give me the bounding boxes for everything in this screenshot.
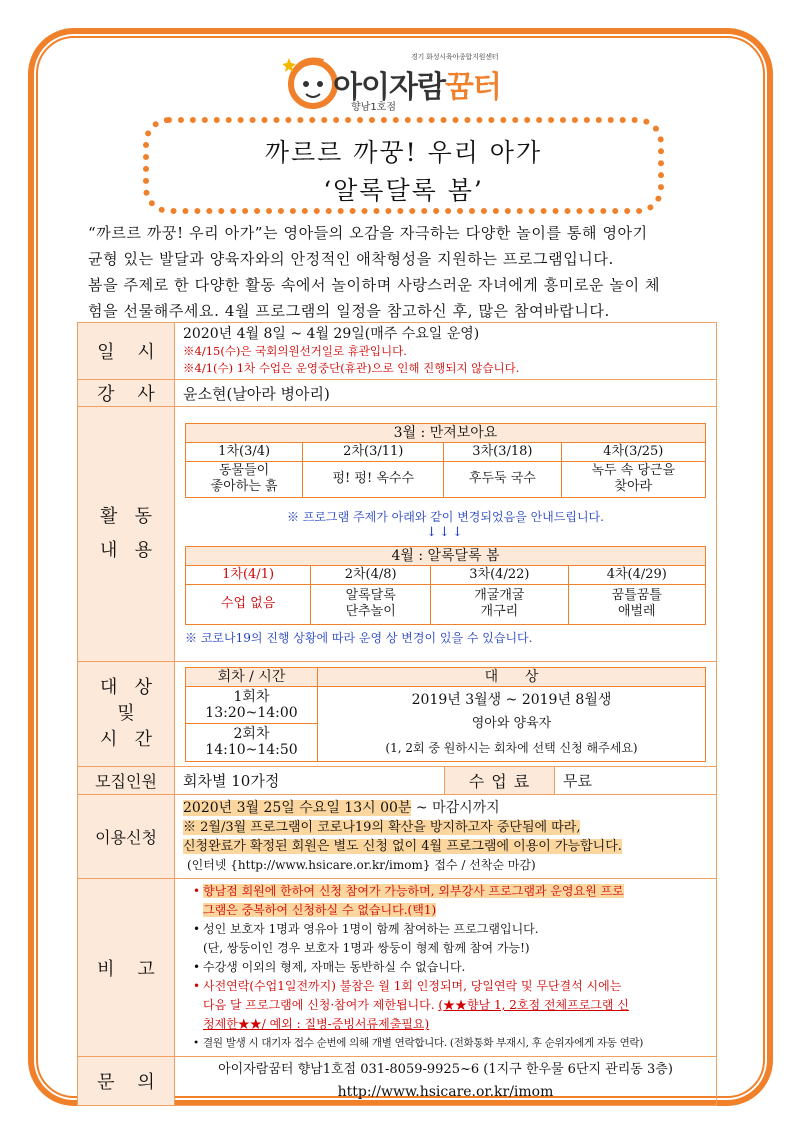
note-item (193, 958, 708, 977)
contact-content (175, 1057, 717, 1106)
march-item: 동물들이 좋아하는 흙 (186, 461, 303, 497)
intro-line: 험을 선물해주세요. 4월 프로그램의 일정을 참고하신 후, 많은 참여바랍니다. (88, 302, 610, 320)
apply-label: 이용신청 (78, 795, 175, 879)
arrows-icon: ↓↓↓ (426, 524, 465, 540)
session-2-name: 2회차 (233, 726, 270, 743)
march-item: 펑! 펑! 옥수수 (303, 461, 444, 497)
target-label-3: 시 간 (100, 729, 152, 750)
target-head: 대 상 (318, 667, 706, 686)
info-table (77, 322, 717, 1106)
target-content (175, 662, 717, 767)
intro-paragraph (88, 220, 718, 324)
april-title: 4월 : 알록달록 봄 (186, 546, 706, 565)
apply-line-2 (183, 818, 708, 837)
logo-branch: 향남1호점 (351, 102, 397, 113)
april-head: 3차(4/22) (431, 565, 568, 584)
notes-label: 비 고 (78, 879, 175, 1057)
fee-label: 수 업 료 (445, 767, 555, 795)
march-head: 3차(3/18) (444, 442, 561, 461)
schedule-note-1: ※4/15(수)은 국회의원선거일로 휴관입니다. (183, 343, 407, 358)
note-1b: 그램은 중복하여 신청하실 수 없습니다.(택1) (203, 903, 437, 917)
march-item: 후두둑 국수 (444, 461, 561, 497)
april-item: 개굴개굴 개구리 (431, 584, 568, 624)
target-label-2: 및 (117, 703, 135, 724)
session-2 (186, 724, 318, 762)
intro-line: “까르르 까꿍! 우리 아가”는 영아들의 오감을 자극하는 다양한 놀이를 통해 영아기 (88, 224, 648, 242)
target-label-1: 대 상 (100, 677, 152, 698)
april-table (185, 546, 706, 625)
apply-line-1 (183, 799, 708, 818)
march-head: 2차(3/11) (303, 442, 444, 461)
logo-name-b: 꿈터 (444, 70, 501, 105)
target-label (78, 662, 175, 767)
title-line-1: 까르르 까꿍! 우리 아가 (264, 138, 543, 167)
notes-content (175, 879, 717, 1057)
march-table (185, 423, 706, 498)
recruit-value: 회차별 10가정 (175, 767, 445, 795)
schedule-main: 2020년 4월 8일 ~ 4월 29일(매주 수요일 운영) (183, 325, 480, 342)
schedule-label: 일 시 (78, 323, 175, 380)
march-head: 4차(3/25) (561, 442, 705, 461)
intro-line: 봄을 주제로 한 다양한 활동 속에서 놀이하며 사랑스러운 자녀에게 흥미로운 놀이 체 (88, 276, 661, 294)
session-2-time: 14:10~14:50 (205, 742, 298, 759)
note-4d: 청제한★★/ 예외 : 질병-증빙서류제출필요) (203, 1017, 430, 1031)
contact-line-1: 아이자람꿈터 향남1호점 031-8059-9925~6 (1지구 한우물 6단지 관리동 3층) (218, 1062, 673, 1077)
contact-url[interactable]: http://www.hsicare.or.kr/imom (337, 1084, 554, 1100)
covid-notice: ※ 코로나19의 진행 상황에 따라 운영 상 변경이 있을 수 있습니다. (185, 630, 533, 645)
march-title: 3월 : 만져보아요 (186, 423, 706, 442)
instructor-label: 강 사 (78, 380, 175, 407)
contact-label: 문 의 (78, 1057, 175, 1106)
target-table (185, 667, 706, 762)
intro-line: 균형 있는 발달과 양육자와의 안정적인 애착형성을 지원하는 프로그램입니다. (88, 250, 614, 268)
session-1 (186, 686, 318, 724)
target-line-1: 2019년 3월생 ~ 2019년 8월생 (411, 691, 612, 708)
apply-deadline-rest: ~ 마감시까지 (411, 799, 500, 816)
march-head: 1차(3/4) (186, 442, 303, 461)
fee-value: 무료 (555, 767, 717, 795)
schedule-note-2: ※4/1(수) 1차 수업은 운영중단(휴관)으로 인해 진행되지 않습니다. (183, 360, 520, 375)
april-head: 4차(4/29) (568, 565, 705, 584)
note-item (193, 977, 708, 1034)
activity-label-1: 활 동 (100, 506, 152, 527)
april-head: 1차(4/1) (186, 565, 311, 584)
target-description (318, 686, 706, 761)
schedule-value (175, 323, 717, 380)
april-item: 알록달록 단추놀이 (311, 584, 431, 624)
note-item (193, 920, 708, 958)
note-1a: 향남점 회원에 한하여 신청 참여가 가능하며, 외부강사 프로그램과 운영요원 프로 (203, 884, 624, 898)
change-notice: ※ 프로그램 주제가 아래와 같이 변경되었음을 안내드립니다. (287, 509, 604, 524)
note-4b: 다음 달 프로그램에 신청·참여가 제한됩니다. (203, 998, 439, 1012)
activity-content (175, 407, 717, 662)
april-item: 꿈틀꿈틀 애벌레 (568, 584, 705, 624)
session-1-time: 13:20~14:00 (205, 704, 298, 721)
note-3: 수강생 이외의 형제, 자매는 동반하실 수 없습니다. (203, 960, 466, 974)
note-item (193, 882, 708, 920)
apply-note-2: 신청완료가 확정된 회원은 별도 신청 없이 4월 프로그램에 이용이 가능합니다. (183, 838, 622, 854)
apply-url-line: (인터넷 {http://www.hsicare.or.kr/imom} 접수 / 선착순 마감) (187, 857, 536, 872)
apply-note-1: ※ 2월/3월 프로그램이 코로나19의 확산을 방지하고자 중단됨에 따라, (183, 819, 581, 835)
note-5: 결원 발생 시 대기자 접수 순번에 의해 개별 연락합니다. (전화통화 부재시, 후 순위자에게 자동 연락) (203, 1037, 644, 1049)
session-1-name: 1회차 (233, 688, 270, 705)
apply-line-3 (183, 837, 708, 856)
march-item: 녹두 속 당근을 찾아라 (561, 461, 705, 497)
title-line-2: ‘알록달록 봄’ (323, 176, 484, 205)
note-4a: 사전연락(수업1일전까지) 불참은 월 1회 인정되며, 당일연락 및 무단결석 시에는 (203, 979, 622, 993)
target-line-3: (1, 2회 중 원하시는 회차에 선택 신청 해주세요) (385, 740, 638, 755)
note-2b: (단, 쌍둥이인 경우 보호자 1명과 쌍둥이 형제 함께 참여 가능!) (203, 941, 530, 955)
recruit-label: 모집인원 (78, 767, 175, 795)
apply-deadline: 2020년 3월 25일 수요일 13시 00분 (183, 799, 412, 816)
activity-label (78, 407, 175, 662)
logo-name-a: 아이자람 (333, 70, 445, 105)
instructor-value: 윤소현(날아라 병아리) (175, 380, 717, 407)
april-head: 2차(4/8) (311, 565, 431, 584)
note-4c: (★★향남 1, 2호점 전체프로그램 신 (438, 998, 629, 1012)
april-item: 수업 없음 (186, 584, 311, 624)
logo (283, 48, 543, 113)
activity-label-2: 내 용 (100, 540, 152, 561)
apply-value (175, 795, 717, 879)
note-2a: 성인 보호자 1명과 영유아 1명이 함께 참여하는 프로그램입니다. (203, 922, 539, 936)
title-box (143, 117, 664, 214)
target-line-2: 영아와 양육자 (471, 715, 552, 731)
note-item (193, 1034, 708, 1053)
notes-list (193, 882, 708, 1053)
logo-org-name: 경기 화성시육아종합지원센터 (411, 53, 499, 61)
time-head: 회차 / 시간 (186, 667, 318, 686)
